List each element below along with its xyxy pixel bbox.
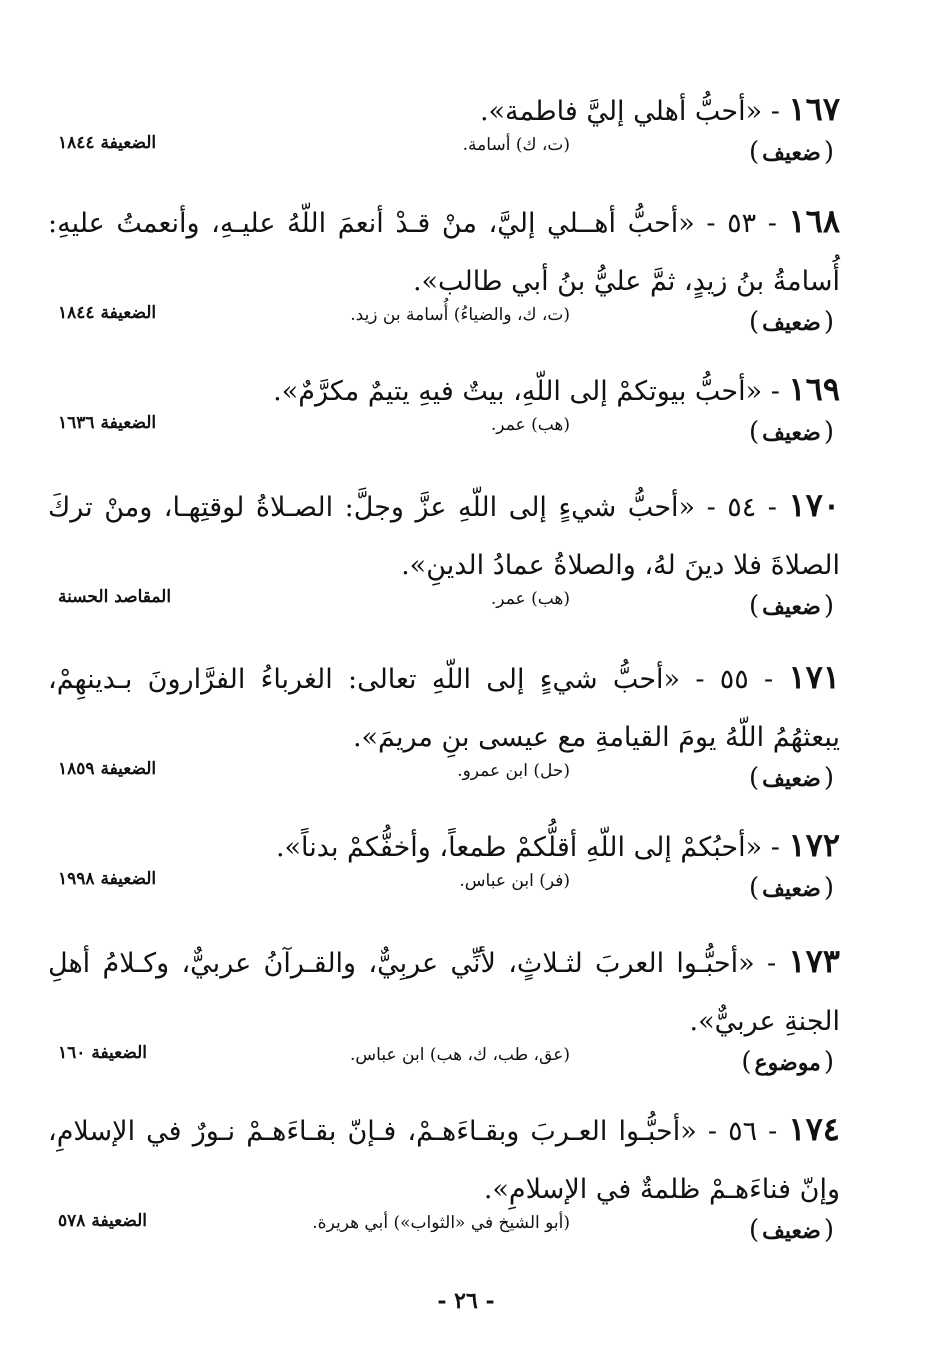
hadith-number: ١٧٢: [788, 826, 840, 864]
hadith-meta: [48, 761, 840, 807]
page-number: - ٢٦ -: [437, 1288, 495, 1314]
hadith-text: ١٦٩ - «أحبُّ بيوتكمْ إلى اللّهِ، بيتٌ فيهِ يتيمٌ مكرَّمٌ».: [273, 370, 840, 408]
source-label: (هب) عمر.: [490, 415, 570, 435]
hadith-body: «أحبُّ بيوتكمْ إلى اللّهِ، بيتٌ فيهِ يتيمٌ مكرَّمٌ».: [273, 376, 763, 407]
hadith-number: ١٧١: [788, 658, 840, 696]
source-label: (ت، ك) أسامة.: [462, 135, 570, 155]
sub-number: ٥٣: [727, 208, 757, 239]
grade-label: ( ضعيف ): [749, 307, 834, 337]
hadith-text: ١٧٢ - «أحبُكمْ إلى اللّهِ أقلُّكمْ طمعاً، وأخفُّكمْ بدناً».: [275, 826, 840, 864]
hadith-body: «أحبُّـوا العـربَ وبقـاءَهـمْ، فـإنّ بقـاءَهـمْ نـورٌ في الإسلامِ، وإنّ فناءَهـمْ ظلمةٌ في الإسلامِ».: [48, 1116, 840, 1205]
hadith-text: ١٧١ - ٥٥ - «أحبُّ شيءٍ إلى اللّهِ تعالى: الغرباءُ الفرَّارونَ بـدينهِمْ، يبعثهُمُ اللّهُ يومَ القيامةِ مع عيسى بنِ مريمَ».: [48, 658, 840, 753]
source-label: (حل) ابن عمرو.: [457, 761, 570, 781]
grade-label: ( ضعيف ): [749, 1215, 834, 1245]
hadith-body: «أحبُّ شيءٍ إلى اللّهِ عزَّ وجلَّ: الصـلاةُ لوقتِهـا، ومنْ تركَ الصلاةَ فلا دينَ لهُ، والصلاةُ عمادُ الدينِ».: [48, 492, 840, 581]
reference-label: الضعيفة ١٦٠: [58, 1043, 148, 1063]
hadith-meta: [48, 135, 840, 181]
reference-label: الضعيفة ١٩٩٨: [58, 869, 157, 889]
hadith-text: ١٦٧ - «أحبُّ أهلي إليَّ فاطمة».: [479, 90, 840, 128]
source-label: (ت، ك، والضياءُ) أُسامة بن زيد.: [350, 305, 570, 325]
hadith-entry-169: [48, 360, 840, 461]
hadith-text: ١٧٠ - ٥٤ - «أحبُّ شيءٍ إلى اللّهِ عزَّ وجلَّ: الصـلاةُ لوقتِهـا، ومنْ تركَ الصلاةَ فلا دينَ لهُ، والصلاةُ عمادُ الدينِ».: [48, 486, 840, 581]
hadith-text: ١٦٨ - ٥٣ - «أحبُّ أهــلي إليَّ، منْ قـدْ أنعمَ اللّهُ عليـهِ، وأنعمتُ عليهِ: أُسامةُ بنُ زيدٍ، ثمَّ عليُّ بنُ أبي طالب».: [48, 202, 841, 297]
hadith-entry-168: [48, 192, 840, 351]
hadith-meta: [48, 1213, 840, 1259]
grade-label: ( موضوع ): [741, 1047, 834, 1077]
hadith-number: ١٧٤: [788, 1110, 840, 1148]
reference-label: الضعيفة ٥٧٨: [58, 1211, 148, 1231]
hadith-meta: [48, 415, 840, 461]
hadith-meta: [48, 305, 840, 351]
hadith-entry-172: [48, 816, 840, 917]
hadith-entry-173: [48, 932, 840, 1091]
grade-label: ( ضعيف ): [749, 417, 834, 447]
hadith-number: ١٦٩: [788, 370, 840, 408]
source-label: (هب) عمر.: [490, 589, 570, 609]
hadith-meta: [48, 1045, 840, 1091]
sub-number: ٥٤: [727, 492, 757, 523]
hadith-entry-170: [48, 476, 840, 635]
hadith-entry-174: [48, 1100, 840, 1259]
hadith-body: «أحبُّ أهــلي إليَّ، منْ قـدْ أنعمَ اللّهُ عليـهِ، وأنعمتُ عليهِ: أُسامةُ بنُ زيدٍ، ثمَّ عليُّ بنُ أبي طالب».: [48, 208, 840, 297]
hadith-number: ١٦٨: [788, 202, 841, 240]
hadith-number: ١٧٣: [788, 942, 840, 980]
hadith-text: ١٧٣ - «أحبُّـوا العربَ لثـلاثٍ، لأنِّي عربِيٌّ، والقـرآنُ عربيٌّ، وكـلامُ أهلِ الجنةِ عربيٌّ».: [48, 942, 840, 1037]
grade-label: ( ضعيف ): [749, 591, 834, 621]
reference-label: المقاصد الحسنة: [58, 587, 172, 607]
hadith-entry-171: [48, 648, 840, 807]
source-label: (فر) ابن عباس.: [459, 871, 570, 891]
reference-label: الضعيفة ١٨٤٤: [58, 133, 157, 153]
hadith-body: «أحبُّ شيءٍ إلى اللّهِ تعالى: الغرباءُ الفرَّارونَ بـدينهِمْ، يبعثهُمُ اللّهُ يومَ القيامةِ مع عيسى بنِ مريمَ».: [48, 664, 840, 753]
hadith-meta: [48, 871, 840, 917]
reference-label: الضعيفة ١٨٥٩: [58, 759, 157, 779]
hadith-entry-167: [48, 80, 840, 181]
reference-label: الضعيفة ١٦٣٦: [58, 413, 157, 433]
sub-number: ٥٦: [728, 1116, 758, 1147]
sub-number: ٥٥: [719, 664, 749, 695]
source-label: (عق، طب، ك، هب) ابن عباس.: [350, 1045, 570, 1065]
reference-label: الضعيفة ١٨٤٤: [58, 303, 157, 323]
hadith-text: ١٧٤ - ٥٦ - «أحبُّـوا العـربَ وبقـاءَهـمْ، فـإنّ بقـاءَهـمْ نـورٌ في الإسلامِ، وإنّ فناءَهـمْ ظلمةٌ في الإسلامِ».: [48, 1110, 840, 1205]
hadith-body: «أحبُكمْ إلى اللّهِ أقلُّكمْ طمعاً، وأخفُّكمْ بدناً».: [275, 832, 763, 863]
grade-label: ( ضعيف ): [749, 873, 834, 903]
hadith-number: ١٦٧: [788, 90, 840, 128]
hadith-number: ١٧٠: [788, 486, 840, 524]
source-label: (أبو الشيخ في «الثواب») أبي هريرة.: [312, 1213, 570, 1233]
hadith-body: «أحبُّـوا العربَ لثـلاثٍ، لأنِّي عربِيٌّ، والقـرآنُ عربيٌّ، وكـلامُ أهلِ الجنةِ عربيٌّ».: [48, 948, 840, 1037]
grade-label: ( ضعيف ): [749, 763, 834, 793]
hadith-body: «أحبُّ أهلي إليَّ فاطمة».: [479, 96, 763, 127]
grade-label: ( ضعيف ): [749, 137, 834, 167]
hadith-meta: [48, 589, 840, 635]
